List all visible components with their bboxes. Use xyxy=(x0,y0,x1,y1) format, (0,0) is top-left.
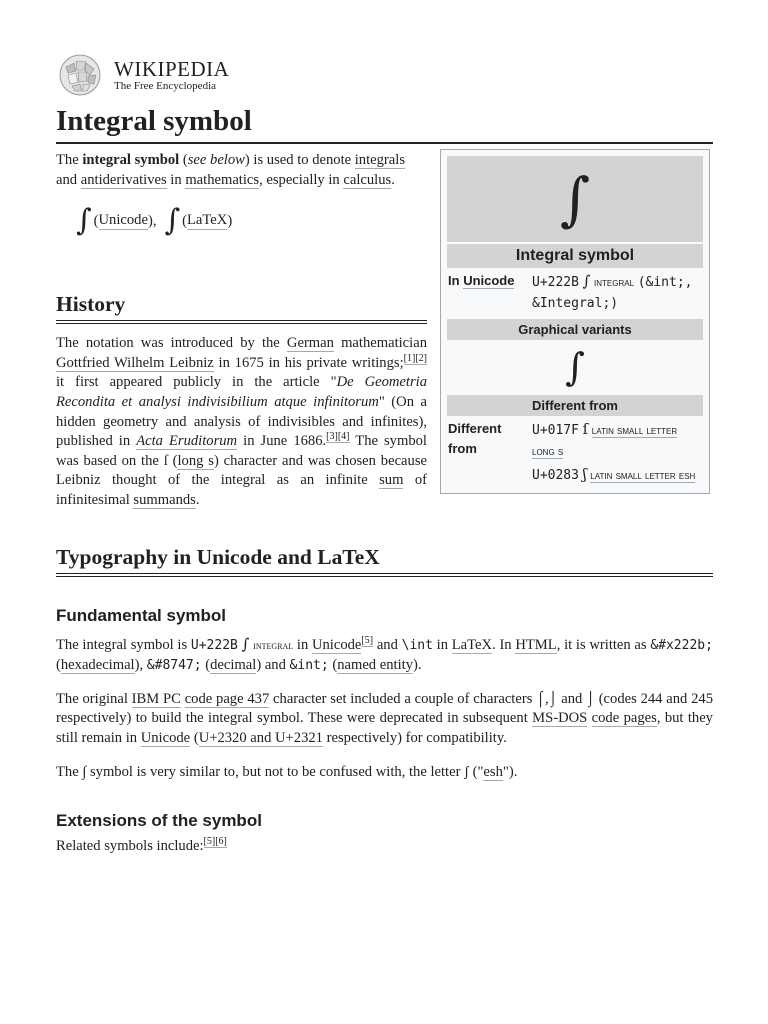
typography-heading: Typography in Unicode and LaTeX xyxy=(56,544,713,577)
text: in xyxy=(432,636,452,653)
typography-section xyxy=(56,544,713,857)
text: in xyxy=(293,636,312,653)
infobox-value xyxy=(532,271,703,314)
link-antiderivatives[interactable]: antiderivatives xyxy=(80,171,167,188)
latex-int-code: \int xyxy=(401,637,433,653)
link-integrals[interactable]: integrals xyxy=(354,152,406,168)
infobox xyxy=(440,149,710,494)
link-ibm-pc[interactable]: IBM PC xyxy=(131,690,181,707)
link-sum[interactable]: sum xyxy=(379,472,404,489)
infobox-value xyxy=(532,419,703,486)
ibm-paragraph xyxy=(56,690,713,749)
link-long-s-char[interactable]: latin small letter long s xyxy=(532,425,678,458)
dec-entity: &#8747; xyxy=(146,658,202,674)
text: The notation was introduced by the xyxy=(56,335,287,352)
article-title: De Geometria Recondita et analysi indivisibilium atque infinitorum xyxy=(56,374,427,410)
text: ( xyxy=(56,657,61,674)
fundamental-paragraph xyxy=(56,635,713,676)
text: ) character and was chosen because Leibniz thought of the integral as an infinite xyxy=(56,452,427,489)
link-calculus[interactable]: calculus xyxy=(343,171,392,188)
text: in xyxy=(166,171,186,188)
link-unicode-2[interactable]: Unicode xyxy=(311,636,362,653)
link-unicode-3[interactable]: Unicode xyxy=(140,729,191,746)
text: ( xyxy=(93,212,99,229)
text: ( xyxy=(182,212,187,229)
text: , especially in xyxy=(259,171,344,188)
text: ( xyxy=(179,152,188,168)
link-html[interactable]: HTML xyxy=(515,636,557,653)
text: ). xyxy=(413,657,422,674)
history-section xyxy=(56,291,427,510)
infobox-variant-glyph: ∫ xyxy=(565,344,585,389)
infobox-variants-heading: Graphical variants xyxy=(447,319,703,340)
text: ( xyxy=(201,657,211,674)
infobox-label xyxy=(447,271,532,314)
integral-glyph-latex: ∫ xyxy=(164,203,181,239)
link-decimal[interactable]: decimal xyxy=(210,657,257,674)
extensions-heading: Extensions of the symbol xyxy=(56,811,262,831)
text: . xyxy=(391,171,395,188)
link-unicode[interactable]: Unicode xyxy=(98,212,148,229)
wordmark xyxy=(114,58,229,92)
see-below-link[interactable]: see below xyxy=(187,152,245,168)
link-esh[interactable]: esh xyxy=(483,763,503,780)
wordmark-title: WIKIPEDIA xyxy=(114,57,230,81)
text xyxy=(587,710,591,726)
link-named-entity[interactable]: named entity xyxy=(337,657,413,674)
text: respectively) for compatibility. xyxy=(322,729,507,746)
ref-6[interactable]: [6] xyxy=(215,836,227,848)
text: of infinitesimal xyxy=(56,472,427,508)
glyph: ſ xyxy=(582,420,589,438)
text: ) is used to denote xyxy=(244,152,355,168)
text: The symbol was based on the ſ ( xyxy=(56,433,427,469)
code: U+017F xyxy=(532,423,579,438)
wikipedia-globe-icon xyxy=(56,53,104,97)
fundamental-heading: Fundamental symbol xyxy=(56,605,227,625)
text: , but they still remain in xyxy=(56,710,713,746)
text: The original xyxy=(56,690,132,707)
infobox-title: Integral symbol xyxy=(447,244,703,268)
link-code-page-437[interactable]: code page 437 xyxy=(184,690,270,707)
link-mathematics[interactable]: mathematics xyxy=(185,171,260,188)
text: ), xyxy=(147,212,157,229)
text: and xyxy=(373,636,402,653)
link-code-pages[interactable]: code pages xyxy=(591,710,657,727)
text: , it is written as xyxy=(556,636,651,653)
text: " (On a hidden geometry and analysis of indivisibles and infinites), published in xyxy=(56,393,427,450)
lead-paragraph xyxy=(56,151,428,190)
ref-1[interactable]: [1] xyxy=(403,352,416,364)
text: ( xyxy=(328,657,338,674)
link-leibniz[interactable]: Gottfried Wilhelm Leibniz xyxy=(56,354,214,371)
text: In xyxy=(448,273,460,288)
article-page xyxy=(56,52,713,857)
text: Related symbols include: xyxy=(56,838,204,855)
link-summands[interactable]: summands xyxy=(133,491,196,508)
link-german[interactable]: German xyxy=(286,335,334,352)
text: . xyxy=(195,491,200,508)
text: "). xyxy=(502,763,518,780)
text: ) and xyxy=(256,657,290,674)
infobox-glyph: ∫ xyxy=(447,156,703,242)
integral-glyph-inline: ∫ xyxy=(241,634,250,653)
integral-glyph: ∫ xyxy=(76,203,92,239)
page-title: Integral symbol xyxy=(56,104,713,144)
wikipedia-logo[interactable] xyxy=(56,52,713,98)
link-long-s[interactable]: long s xyxy=(177,452,214,469)
infobox-row-unicode xyxy=(447,268,703,317)
ref-4[interactable]: [4] xyxy=(337,431,350,443)
link-esh-char[interactable]: latin small letter esh xyxy=(590,470,696,482)
named-entity-code: &int; xyxy=(289,658,329,674)
esh-paragraph xyxy=(56,763,713,783)
text: The ∫ symbol is very similar to, but not to be confused with, the letter ʃ (" xyxy=(56,763,484,780)
ref-2[interactable]: [2] xyxy=(415,352,427,364)
text: character set included a couple of characters ⌠,⌡ and ⌡ (codes 244 and 245 respectively) to build the integral symbol. These were deprecated in subsequent xyxy=(56,690,713,727)
extensions-paragraph xyxy=(56,837,713,857)
char-name: integral xyxy=(253,639,294,652)
link-u2320-u2321[interactable]: U+2320 and U+2321 xyxy=(198,729,323,746)
text: mathematician xyxy=(333,335,427,352)
bold-term: integral symbol xyxy=(82,152,180,168)
history-heading: History xyxy=(56,291,427,324)
link-infobox-unicode[interactable]: Unicode xyxy=(463,273,515,288)
link-ms-dos[interactable]: MS-DOS xyxy=(532,710,588,727)
text: The xyxy=(56,152,83,168)
text: ( xyxy=(190,729,199,746)
text: in 1675 in his private writings; xyxy=(213,354,404,371)
link-hexadecimal[interactable]: hexadecimal xyxy=(60,657,135,674)
link-acta-eruditorum[interactable]: Acta Eruditorum xyxy=(136,433,238,450)
char-name: integral xyxy=(594,277,635,289)
link-latex-2[interactable]: LaTeX xyxy=(451,636,493,653)
wordmark-tagline: The Free Encyclopedia xyxy=(114,80,217,92)
text: and xyxy=(56,171,81,188)
text: in June 1686. xyxy=(237,433,327,450)
text: The integral symbol is xyxy=(56,636,191,653)
ref-3[interactable]: [3] xyxy=(326,431,338,443)
infobox-different-heading: Different from xyxy=(447,395,703,416)
entity: (&int;, &Integral;) xyxy=(532,275,693,311)
ref-5[interactable]: [5] xyxy=(361,634,374,646)
glyph: ∫ xyxy=(582,272,591,290)
text: ), xyxy=(134,657,147,674)
glyph: ʃ xyxy=(582,465,587,483)
code: U+0283 xyxy=(532,468,579,483)
code-u222b: U+222B xyxy=(190,637,238,653)
hex-entity: &#x222b; xyxy=(650,637,713,653)
text: . In xyxy=(492,636,516,653)
code: U+222B xyxy=(532,275,579,290)
text: ) xyxy=(227,212,233,229)
link-latex[interactable]: LaTeX xyxy=(187,212,228,229)
infobox-label: Different from xyxy=(448,421,502,456)
ref-5b[interactable]: [5] xyxy=(203,836,216,848)
infobox-row-different xyxy=(447,416,703,489)
text: it first appeared publicly in the article " xyxy=(56,374,337,391)
history-paragraph xyxy=(56,334,427,510)
